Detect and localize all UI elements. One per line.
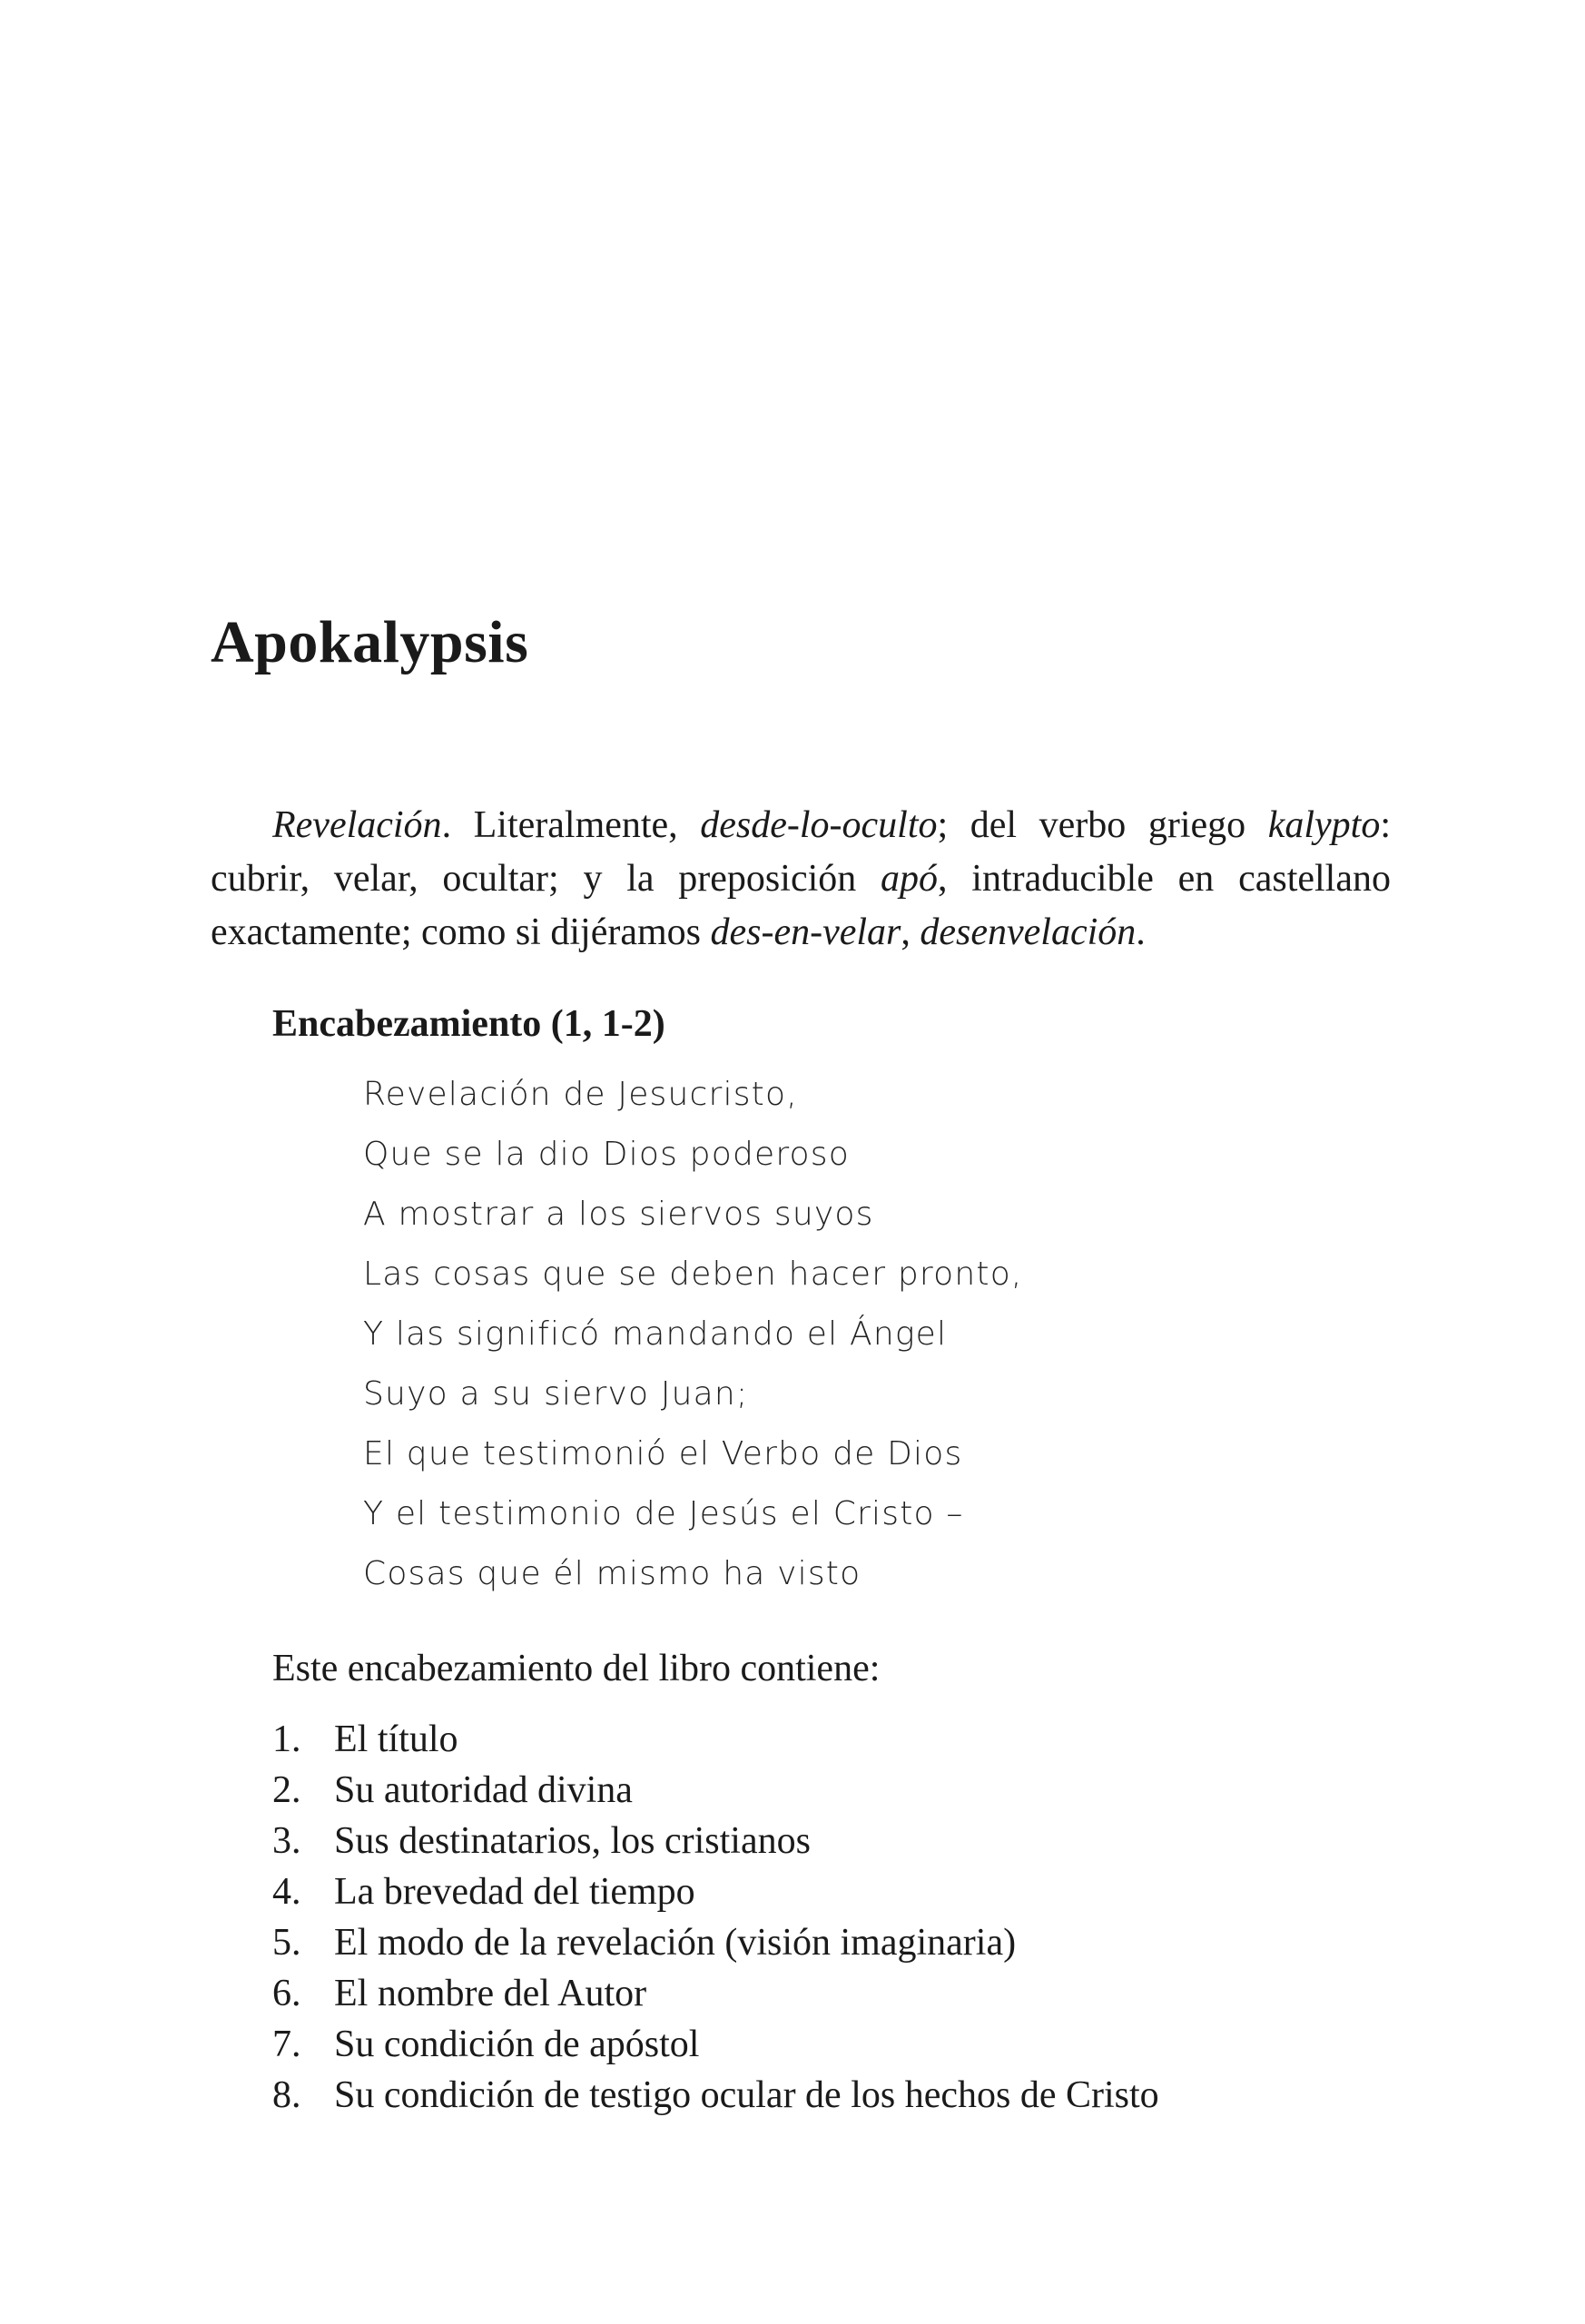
chapter-title: Apokalypsis (211, 609, 529, 675)
section-heading: Encabezamiento (1, 1-2) (272, 1003, 665, 1045)
list-number: 6. (272, 1973, 301, 2014)
list-item (272, 1917, 1159, 1968)
contents-list (272, 1714, 1159, 2121)
contents-intro-text: Este encabezamiento del libro contiene: (272, 1648, 881, 1689)
list-item (272, 2070, 1159, 2121)
list-number: 7. (272, 2024, 301, 2065)
list-number: 8. (272, 2074, 301, 2116)
list-item (272, 1714, 1159, 1765)
intro-text: ; del verbo griego (937, 804, 1268, 846)
list-number: 3. (272, 1820, 301, 1862)
intro-term-apo: apó (881, 858, 939, 900)
list-text: Su condición de testigo ocular de los hechos de Cristo (334, 2074, 1159, 2116)
intro-text: . Literalmente, (441, 804, 701, 846)
list-text: El nombre del Autor (334, 1973, 647, 2014)
intro-term-revelacion: Revelación (272, 804, 442, 846)
intro-text: , intraducible en castellano exactamente; como si dijéramos (211, 858, 1391, 953)
intro-term-des-en-velar: des-en-velar (710, 911, 901, 953)
poem-verses (363, 1065, 1023, 1604)
list-text: Su autoridad divina (334, 1769, 633, 1811)
poem-line: El que testimonió el Verbo de Dios (363, 1435, 963, 1472)
intro-text: , (901, 911, 920, 953)
list-item (272, 1968, 1159, 2019)
intro-term-desenvelacion: desenvelación (920, 911, 1137, 953)
poem-line: Revelación de Jesucristo, (363, 1076, 798, 1113)
poem-line: Y las significó mandando el Ángel (363, 1315, 948, 1353)
list-item (272, 1816, 1159, 1866)
list-item (272, 2019, 1159, 2070)
poem-line: Las cosas que se deben hacer pronto, (363, 1256, 1023, 1293)
poem-line: A mostrar a los siervos suyos (363, 1196, 874, 1233)
list-item (272, 1866, 1159, 1917)
list-number: 5. (272, 1922, 301, 1964)
list-text: Sus destinatarios, los cristianos (334, 1820, 811, 1862)
list-text: El título (334, 1718, 458, 1760)
list-number: 4. (272, 1871, 301, 1913)
intro-term-kalypto: kalypto (1267, 804, 1381, 846)
poem-line: Cosas que él mismo ha visto (363, 1555, 861, 1592)
list-text: Su condición de apóstol (334, 2024, 700, 2065)
intro-paragraph (211, 799, 1391, 960)
intro-text: : cubrir, velar, ocultar; y la preposición (211, 804, 1391, 900)
list-number: 2. (272, 1769, 301, 1811)
intro-text: . (1136, 911, 1146, 953)
intro-term-desde-lo-oculto: desde-lo-oculto (700, 804, 938, 846)
list-item (272, 1765, 1159, 1816)
list-text: El modo de la revelación (visión imaginaria) (334, 1922, 1017, 1964)
poem-line: Suyo a su siervo Juan; (363, 1375, 749, 1413)
list-number: 1. (272, 1718, 301, 1760)
list-text: La brevedad del tiempo (334, 1871, 695, 1913)
poem-line: Y el testimonio de Jesús el Cristo – (363, 1495, 964, 1532)
poem-line: Que se la dio Dios poderoso (363, 1136, 850, 1173)
